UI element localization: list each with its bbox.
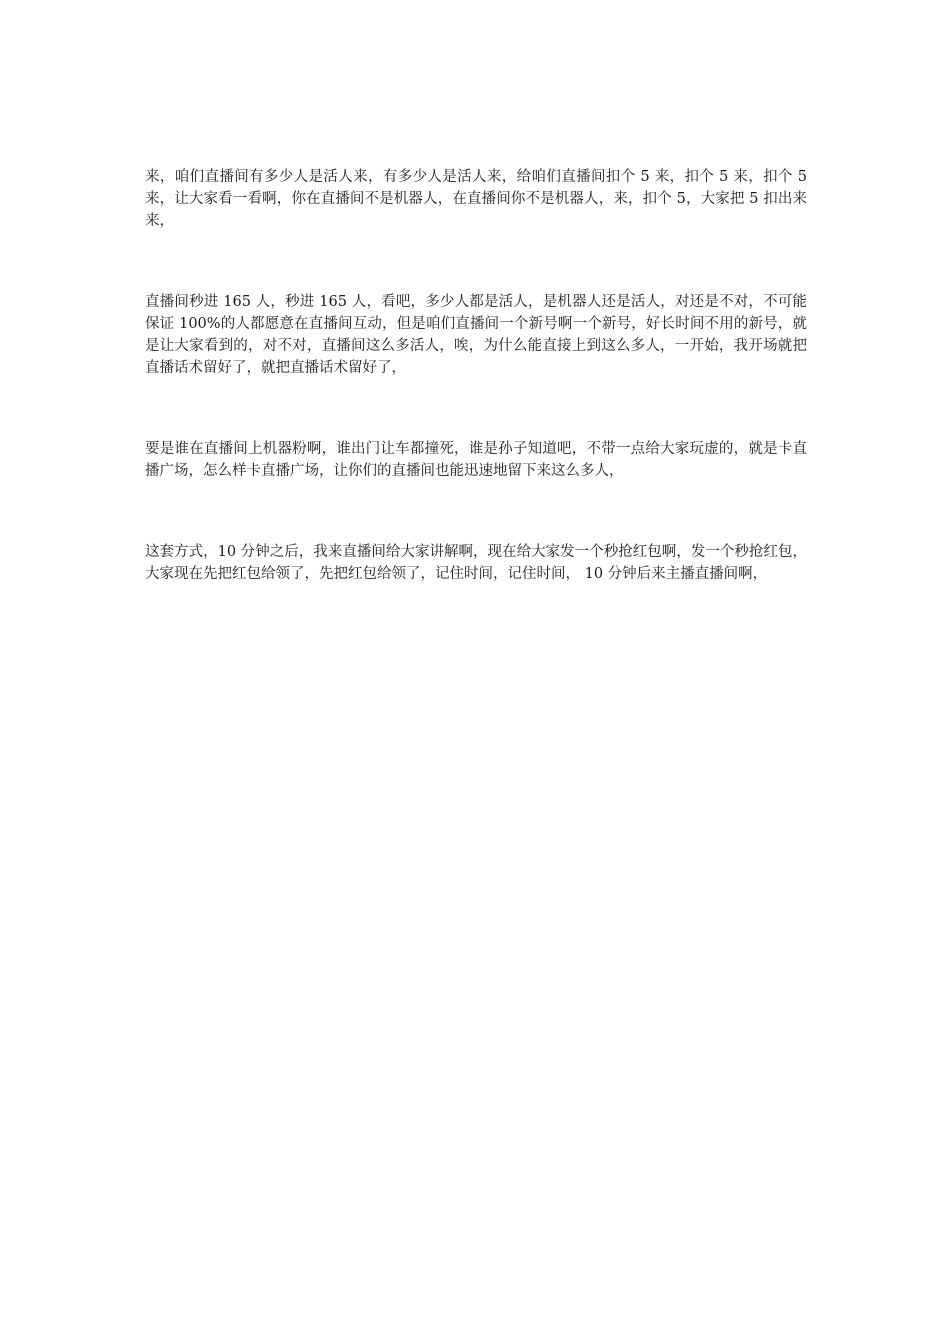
- paragraph-2: 直播间秒进 165 人，秒进 165 人，看吧，多少人都是活人，是机器人还是活人，对还是不对，不可能保证 100%的人都愿意在直播间互动，但是咱们直播间一个新号啊一个新号，好长时间不用的新号，就是让大家看到的，对不对，直播间这么多活人，唉，为什么能直接上到这么多人，一开始，我开场就把直播话术留好了，就把直播话术留好了，: [145, 294, 807, 376]
- paragraph-1: 来，咱们直播间有多少人是活人来，有多少人是活人来，给咱们直播间扣个 5 来，扣个 5 来，扣个 5 来，让大家看一看啊，你在直播间不是机器人，在直播间你不是机器人，来，扣个 5，大家把 5 扣出来来，: [145, 169, 807, 229]
- document-body: [145, 166, 807, 644]
- paragraph-3: 要是谁在直播间上机器粉啊，谁出门让车都撞死，谁是孙子知道吧，不带一点给大家玩虚的，就是卡直播广场，怎么样卡直播广场，让你们的直播间也能迅速地留下来这么多人，: [145, 441, 807, 479]
- paragraph-4: 这套方式，10 分钟之后，我来直播间给大家讲解啊，现在给大家发一个秒抢红包啊，发一个秒抢红包，大家现在先把红包给领了，先把红包给领了，记住时间，记住时间， 10 分钟后来主播直播间啊，: [145, 544, 807, 582]
